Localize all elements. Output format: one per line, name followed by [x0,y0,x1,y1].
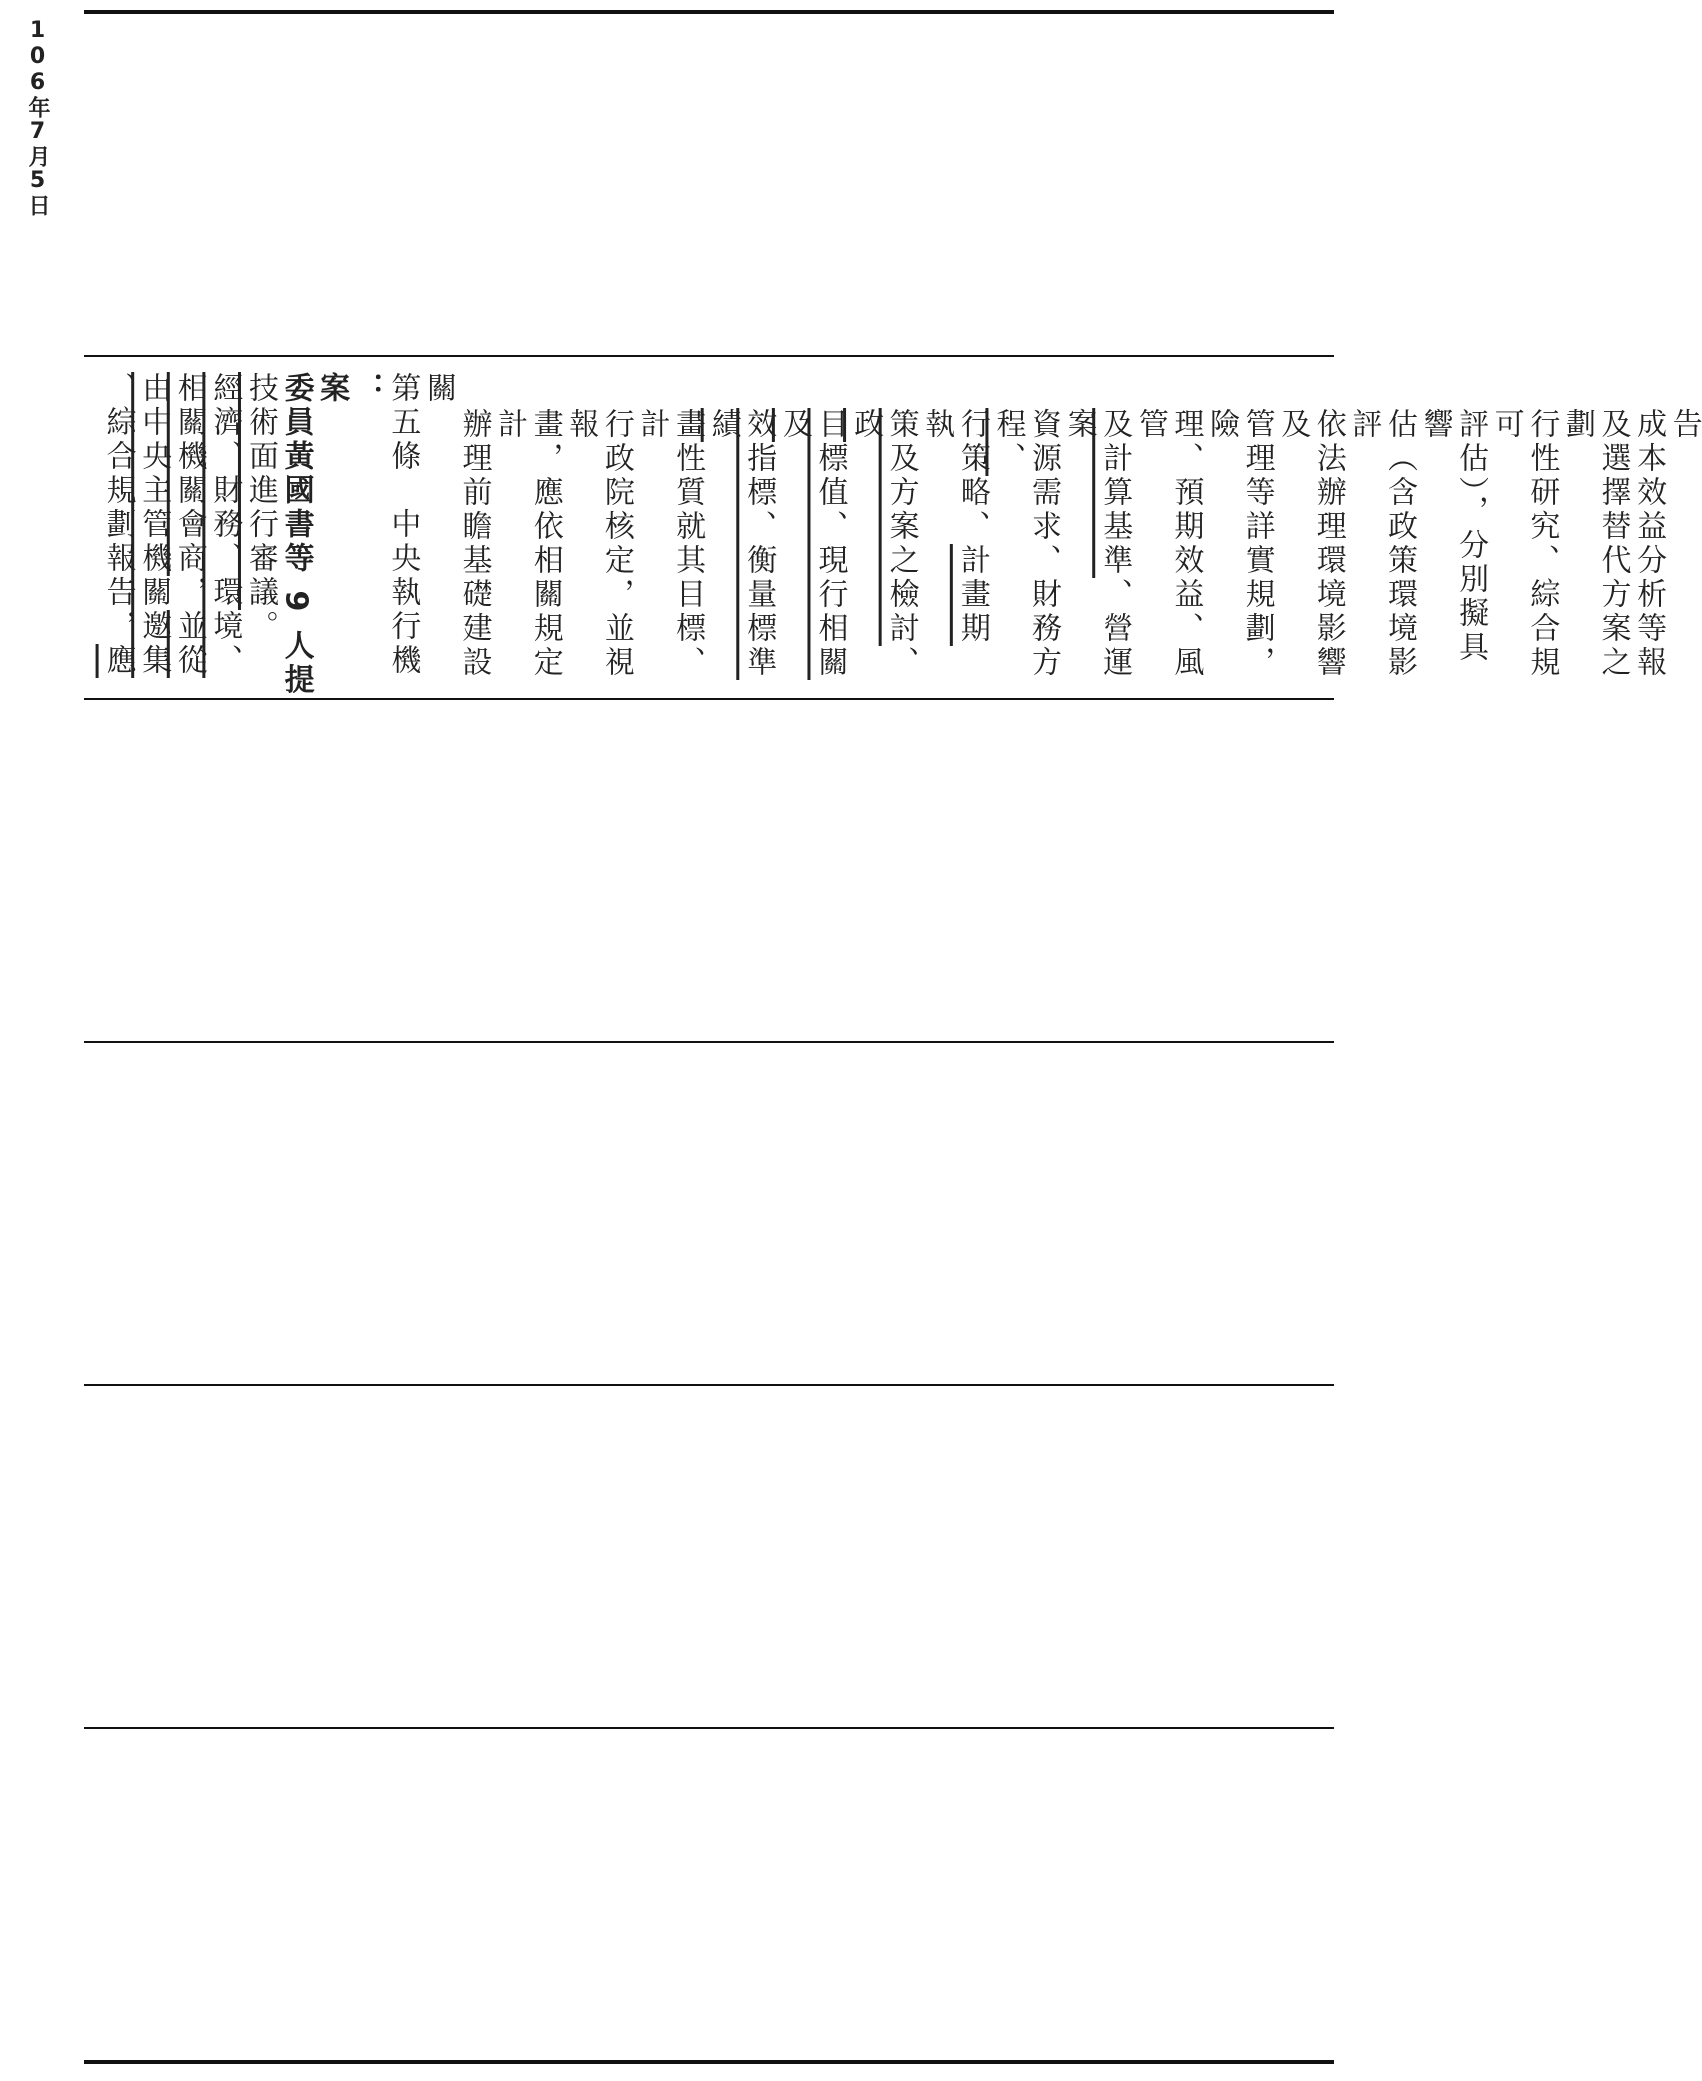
text-segment: 依法辦理環境影響評 [1310,408,1382,680]
text-line [741,372,812,698]
underlined-text: 經濟、財務、環境、 [207,372,243,678]
underlined-text: 應 [100,644,136,678]
underlined-text: 技術面進行審議 [242,372,278,610]
text-segment: 。 [242,610,278,644]
text-line [1097,372,1168,698]
text-segment: 理、預期效益、風險 [1168,408,1239,680]
text-line [1025,372,1096,698]
row-divider-1 [84,355,1334,357]
text-line [1595,372,1631,698]
table-top-border [84,10,1334,14]
text-segment: 及選擇替代方案之 [1595,408,1631,680]
text-line [349,372,385,698]
text-line [385,372,456,698]
underlined-text: 由中央主管機關邀集 [136,372,172,678]
text-line [1453,372,1524,698]
text-segment: 、執 [883,408,955,680]
text-line [812,372,883,698]
text-line [954,372,1025,698]
text-line [670,372,741,698]
text-segment: 行策略、 [954,408,990,544]
text-line [207,372,243,698]
proposal-text-column [100,372,1702,698]
text-segment: 估（含政策環境影響 [1381,408,1453,680]
underlined-text: 計畫期程、 [954,408,1026,646]
text-segment: 成本效益分析等報告 [1631,408,1702,680]
text-segment: ： [349,372,385,406]
text-line [136,372,172,698]
text-line [1239,372,1310,698]
row-divider-5 [84,1727,1334,1729]
text-segment: 行政院核定，並視計 [598,408,670,680]
row-divider-4 [84,1384,1334,1386]
text-line [1524,372,1595,698]
text-line [598,372,669,698]
text-segment: 管理等詳實規劃，及 [1239,408,1311,680]
table-bottom-border [84,2060,1334,2064]
text-line [883,372,954,698]
text-segment: 評估），分別擬具可 [1453,408,1524,665]
underlined-text: 績 [705,408,741,442]
text-line [1310,372,1381,698]
text-segment: 、營運管 [1097,408,1168,680]
row-divider-3 [84,1041,1334,1043]
text-segment: 辦理前瞻基礎建設計 [456,408,528,680]
text-segment: 行性研究、綜合規劃 [1524,408,1595,680]
text-line [527,372,598,698]
underlined-text: 效指標、衡量標準及 [741,408,812,680]
text-line [242,372,278,698]
text-line [100,372,136,698]
document-date: 106年7月5日 [25,18,50,217]
text-line [1631,372,1702,698]
text-segment: 畫性質就其目標、 [670,408,706,680]
text-line [456,372,527,698]
text-segment: 畫，應依相關規定報 [527,408,599,680]
text-line [278,372,349,698]
underlined-text: 及計算基準 [1097,408,1133,578]
underlined-text: 目標值、現行相關政 [812,408,884,680]
underlined-text: 策及方案之檢討 [883,408,919,646]
text-line [1381,372,1452,698]
text-segment: 資源需求、財務方案 [1026,408,1097,680]
text-line [1168,372,1239,698]
row-divider-2 [84,698,1334,700]
text-segment: 委員黃國書等 9 人提案 [278,372,350,698]
underlined-text: 相關機關會商 [171,372,207,576]
underlined-text: 並從 [171,610,207,678]
text-segment: 、綜合規劃報告， [100,372,136,644]
text-line [171,372,207,698]
text-segment: 第五條 中央執行機關 [385,372,456,678]
text-segment: ， [171,576,207,610]
